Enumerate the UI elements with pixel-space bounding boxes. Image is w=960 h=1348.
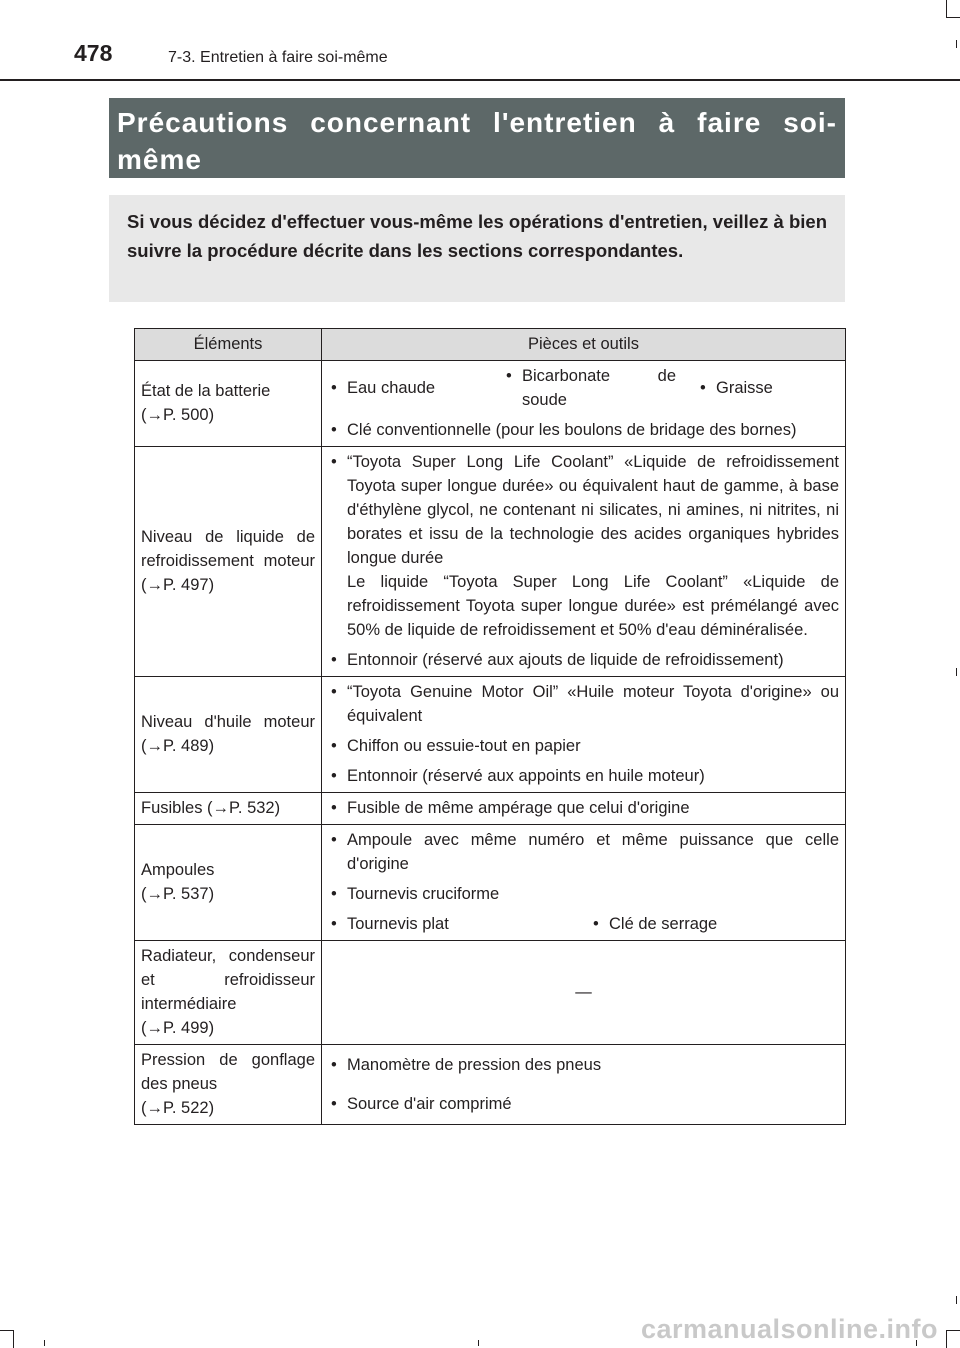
item-cell: [135, 447, 322, 677]
crop-mark: [946, 0, 947, 17]
parts-cell: [322, 361, 846, 447]
list-item: • Eau chaude: [328, 376, 503, 400]
page-title: Précautions concernant l'entretien à faire soi-même: [109, 98, 845, 178]
parts-list: [328, 1053, 839, 1116]
list-item: • Fusible de même ampérage que celui d'origine: [328, 796, 839, 820]
inline-parts: [328, 364, 839, 412]
table-row: [135, 825, 846, 941]
list-item: • Ampoule avec même numéro et même puissance que celle d'origine: [328, 828, 839, 876]
table-row: [135, 447, 846, 677]
crop-mark: [946, 1330, 947, 1348]
table-row: [135, 941, 846, 1045]
item-cell: [135, 825, 322, 941]
list-item: • Clé de serrage: [590, 912, 717, 936]
crop-mark: [956, 40, 957, 48]
list-item: • Bicarbonate de soude: [503, 364, 676, 412]
list-item: • Manomètre de pression des pneus: [328, 1053, 839, 1077]
parts-list: [328, 450, 839, 672]
item-cell: [135, 1045, 322, 1125]
crop-mark: [44, 1340, 45, 1346]
parts-table: [134, 328, 846, 1125]
list-item: • Chiffon ou essuie-tout en papier: [328, 734, 839, 758]
parts-list: [328, 418, 839, 442]
table-row: [135, 1045, 846, 1125]
list-item: • Clé conventionnelle (pour les boulons de bridage des bornes): [328, 418, 839, 442]
list-item: • Entonnoir (réservé aux appoints en huile moteur): [328, 764, 839, 788]
item-cell: [135, 361, 322, 447]
item-label: État de la batterie (→P. 500): [141, 382, 271, 424]
parts-list: [328, 680, 839, 788]
column-header: Pièces et outils: [322, 329, 846, 361]
parts-cell: [322, 677, 846, 793]
watermark: carmanualsonline.info: [640, 1314, 938, 1344]
list-item: • Tournevis plat: [328, 912, 590, 936]
list-item: • Graisse: [676, 376, 773, 400]
header-rule: [0, 79, 960, 81]
parts-cell: [322, 825, 846, 941]
table-row: [135, 793, 846, 825]
parts-cell: [322, 793, 846, 825]
parts-cell: [322, 447, 846, 677]
section-title: 7-3. Entretien à faire soi-même: [168, 49, 388, 66]
item-cell: [135, 941, 322, 1045]
column-header: Éléments: [135, 329, 322, 361]
paired-parts: [328, 912, 839, 936]
item-label: Niveau d'huile moteur (→P. 489): [141, 713, 315, 755]
table-row: [135, 361, 846, 447]
list-item: • Source d'air comprimé: [328, 1092, 839, 1116]
crop-mark: [956, 668, 957, 676]
crop-mark: [946, 17, 960, 18]
table-header-row: [135, 329, 846, 361]
item-label: Ampoules (→P. 537): [141, 861, 215, 903]
crop-mark: [13, 1330, 14, 1348]
list-item: • “Toyota Super Long Life Coolant” «Liquide de refroidissement Toyota super longue durée» ou équivalent haut de gamme, à base d'éthylène glycol, ne contenant ni silicates, ni amines, ni nitrites, ni borates et issu de la technologie des acides organiques hybrides longue durée Le liquide “Toyota Super Long Life Coolant” «Liquide de refroidissement Toyota super longue durée» est prémélangé avec 50% de liquide de refroidissement et 50% d'eau déminéralisée.: [328, 450, 839, 642]
page-number: 478: [74, 40, 113, 66]
intro-text: Si vous décidez d'effectuer vous-même les opérations d'entretien, veillez à bien suivre la procédure décrite dans les sections correspondantes.: [109, 195, 845, 302]
parts-cell: [322, 1045, 846, 1125]
item-label: Niveau de liquide de refroidissement moteur (→P. 497): [141, 528, 315, 594]
parts-list: [328, 796, 839, 820]
list-item: • Entonnoir (réservé aux ajouts de liquide de refroidissement): [328, 648, 839, 672]
parts-list: [328, 828, 839, 906]
table-row: [135, 677, 846, 793]
crop-mark: [956, 1296, 957, 1304]
item-cell: [135, 793, 322, 825]
crop-mark: [946, 1330, 960, 1331]
list-item: • “Toyota Genuine Motor Oil” «Huile moteur Toyota d'origine» ou équivalent: [328, 680, 839, 728]
item-label: Fusibles (→P. 532): [141, 799, 281, 817]
item-label: Radiateur, condenseur et refroidisseur intermédiaire (→P. 499): [141, 947, 315, 1037]
parts-cell: [322, 941, 846, 1045]
crop-mark: [478, 1340, 479, 1346]
empty-dash: —: [575, 983, 592, 1001]
item-cell: [135, 677, 322, 793]
item-label: Pression de gonflage des pneus (→P. 522): [141, 1051, 315, 1117]
list-item: • Tournevis cruciforme: [328, 882, 839, 906]
crop-mark: [0, 1330, 13, 1331]
